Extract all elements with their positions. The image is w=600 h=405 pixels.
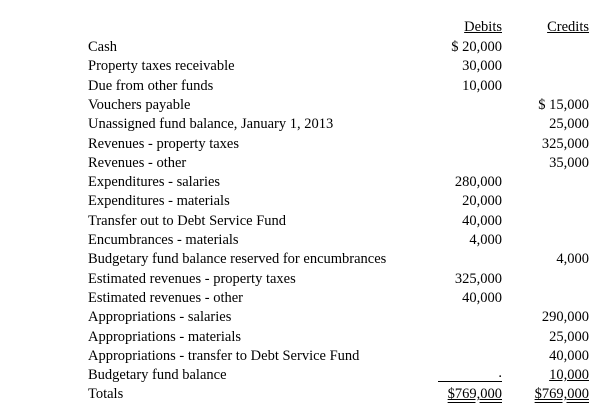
account-label: Expenditures - salaries [88, 174, 221, 191]
account-label: Appropriations - materials [88, 328, 242, 345]
account-row [0, 231, 600, 250]
account-row [0, 57, 600, 76]
credit-amount: $ 15,000 [538, 96, 589, 113]
account-label: Cash [88, 39, 117, 55]
debit-amount: 325,000 [454, 270, 502, 287]
credit-amount: 325,000 [541, 135, 589, 152]
credit-amount: 25,000 [549, 116, 589, 133]
account-label: Appropriations - transfer to Debt Service Fund [88, 347, 360, 364]
account-row [0, 270, 600, 289]
account-row [0, 328, 600, 347]
account-row [0, 115, 600, 134]
account-label: Estimated revenues - property taxes [88, 270, 296, 287]
account-label: Revenues - other [88, 154, 187, 171]
account-row [0, 289, 600, 308]
account-row [0, 250, 600, 269]
debits-header: Debits [464, 19, 502, 35]
debit-amount: . [438, 366, 502, 382]
credit-amount: 10,000 [549, 367, 589, 384]
totals-label: Totals [88, 386, 124, 403]
credit-amount: 290,000 [541, 309, 589, 326]
column-header-row [0, 18, 600, 37]
debit-amount: $ 20,000 [451, 39, 502, 55]
debit-amount: 20,000 [462, 193, 502, 210]
account-label: Budgetary fund balance [88, 367, 227, 384]
account-row [0, 135, 600, 154]
debit-amount: 30,000 [462, 58, 502, 75]
account-label: Property taxes receivable [88, 58, 235, 75]
account-row [0, 366, 600, 385]
credit-amount: 4,000 [556, 251, 589, 268]
debit-amount: 280,000 [454, 174, 502, 191]
debit-amount: 40,000 [462, 289, 502, 306]
account-row [0, 212, 600, 231]
credit-amount: 35,000 [549, 154, 589, 171]
account-label: Encumbrances - materials [88, 232, 239, 248]
credit-amount: 40,000 [549, 347, 589, 364]
credits-header: Credits [547, 19, 589, 35]
account-label: Expenditures - materials [88, 193, 230, 210]
account-label: Vouchers payable [88, 96, 191, 113]
account-label: Due from other funds [88, 77, 214, 94]
totals-credit: $769,000 [534, 386, 589, 403]
account-row [0, 347, 600, 366]
account-label: Estimated revenues - other [88, 289, 244, 306]
debit-amount: 40,000 [462, 212, 502, 229]
account-row [0, 192, 600, 211]
account-row [0, 77, 600, 96]
account-label: Revenues - property taxes [88, 135, 239, 152]
account-label: Appropriations - salaries [88, 309, 232, 326]
account-row [0, 96, 600, 115]
account-label: Budgetary fund balance reserved for encumbrances [88, 251, 387, 268]
credit-amount: 25,000 [549, 328, 589, 345]
account-label: Unassigned fund balance, January 1, 2013 [88, 116, 334, 133]
account-row [0, 173, 600, 192]
debit-amount: 10,000 [462, 77, 502, 94]
account-row [0, 308, 600, 327]
totals-debit: $769,000 [447, 386, 502, 403]
debit-amount: 4,000 [469, 232, 502, 248]
account-row [0, 38, 600, 57]
account-row [0, 154, 600, 173]
account-label: Transfer out to Debt Service Fund [88, 212, 287, 229]
